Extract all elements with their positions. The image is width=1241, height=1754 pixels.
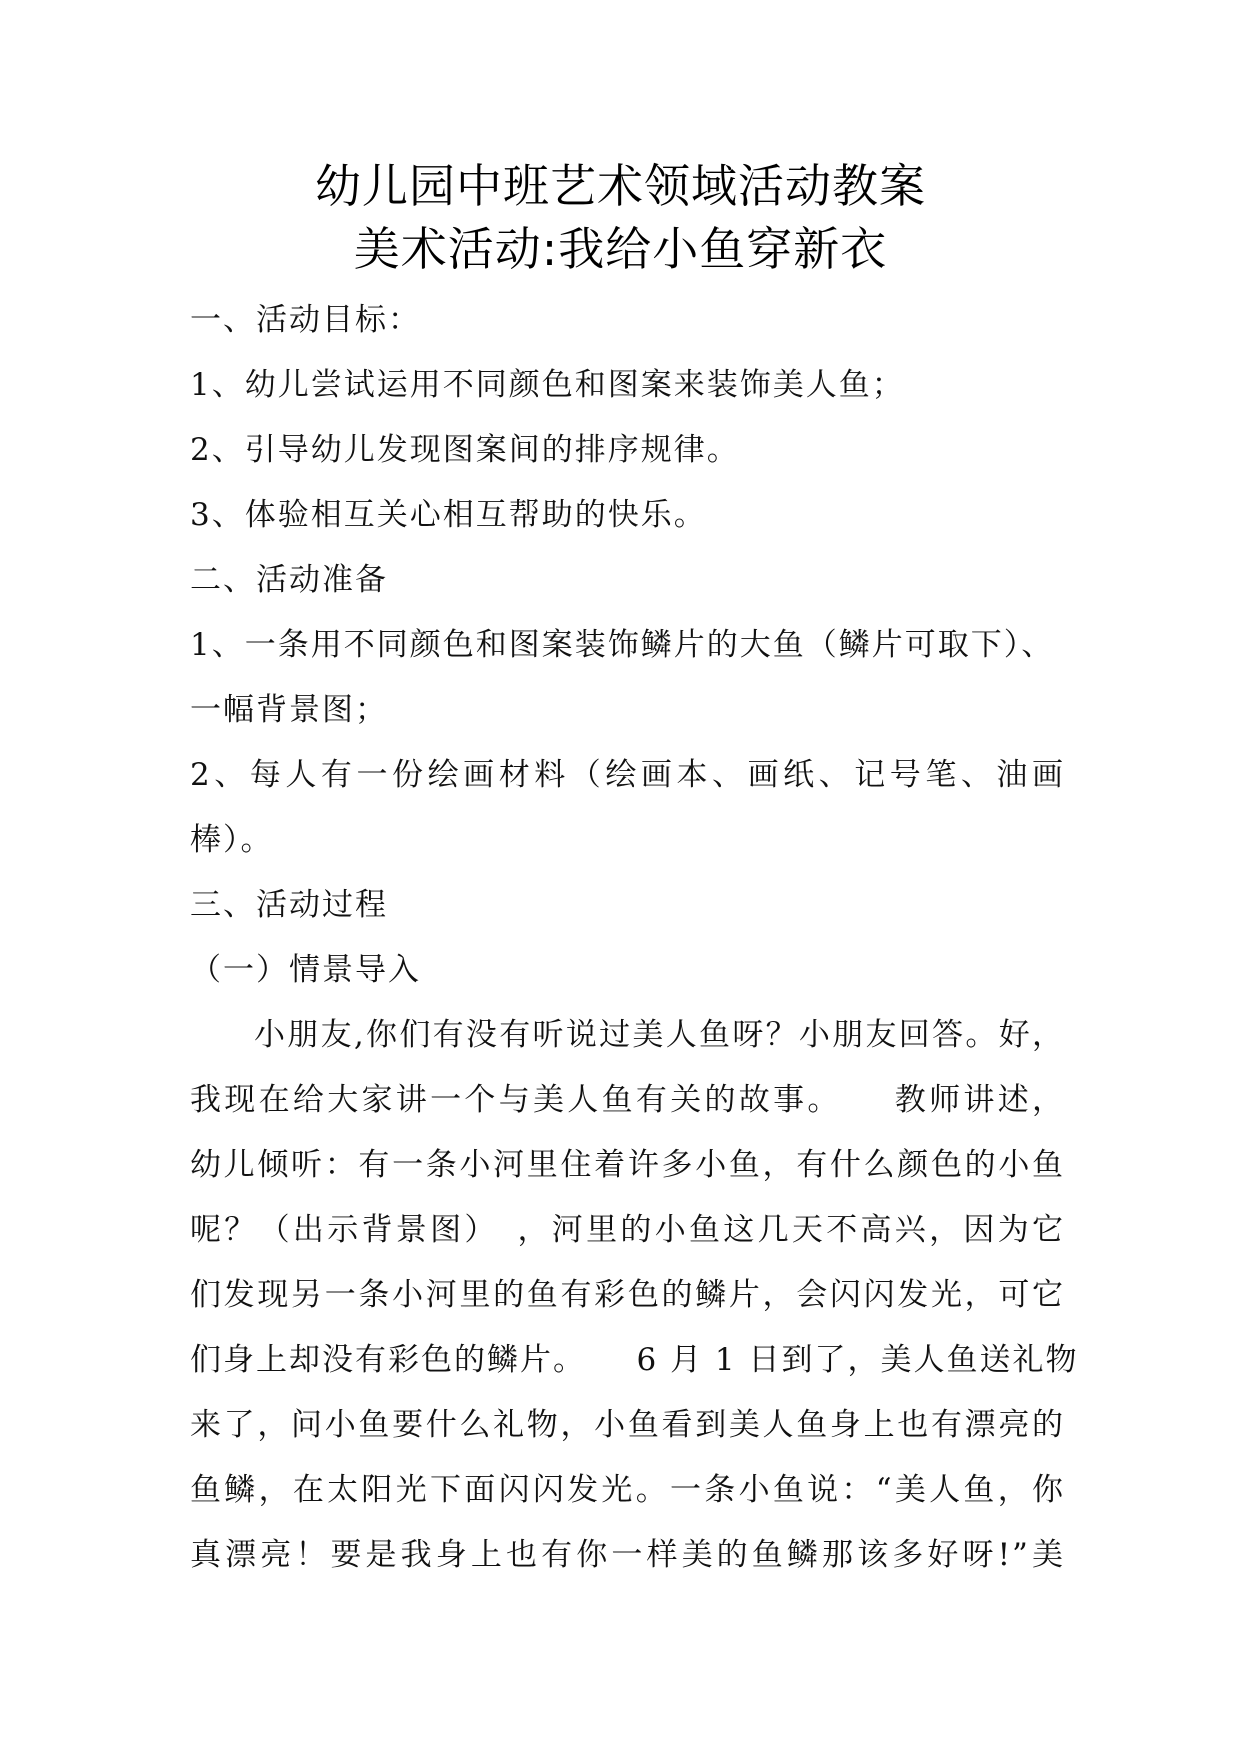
goal-item-3: 3、体验相互关心相互帮助的快乐。 — [190, 497, 707, 533]
subsection-heading-intro: （一）情景导入 — [190, 952, 421, 988]
document-body — [190, 288, 1079, 1588]
paragraph-line: 小朋友,你们有没有听说过美人鱼呀？小朋友回答。好， — [254, 1017, 1065, 1053]
paragraph-line: 幼儿倾听：有一条小河里住着许多小鱼，有什么颜色的小鱼 — [190, 1147, 1065, 1183]
document-subtitle: 美术活动:我给小鱼穿新衣 — [353, 222, 888, 276]
paragraph-line: 我现在给大家讲一个与美人鱼有关的故事。 教师讲述， — [190, 1082, 1065, 1118]
preparation-item-1-line-2: 一幅背景图； — [190, 692, 388, 728]
paragraph-line: 鱼鳞，在太阳光下面闪闪发光。一条小鱼说：“美人鱼，你 — [190, 1472, 1065, 1508]
paragraph-line: 真漂亮！要是我身上也有你一样美的鱼鳞那该多好呀!”美 — [190, 1537, 1065, 1573]
section-heading-process: 三、活动过程 — [190, 887, 388, 923]
goal-item-1: 1、幼儿尝试运用不同颜色和图案来装饰美人鱼； — [190, 367, 905, 403]
section-heading-preparation: 二、活动准备 — [190, 562, 388, 598]
preparation-item-2-line-1: 2、每人有一份绘画材料（绘画本、画纸、记号笔、油画 — [190, 757, 1065, 793]
document-title: 幼儿园中班艺术领域活动教案 — [315, 159, 926, 213]
section-heading-goals: 一、活动目标： — [190, 302, 421, 338]
paragraph-line: 们发现另一条小河里的鱼有彩色的鳞片，会闪闪发光，可它 — [190, 1277, 1065, 1313]
paragraph-line: 呢？（出示背景图） ，河里的小鱼这几天不高兴，因为它 — [190, 1212, 1065, 1248]
paragraph-line: 来了，问小鱼要什么礼物，小鱼看到美人鱼身上也有漂亮的 — [190, 1407, 1065, 1443]
preparation-item-1-line-1: 1、一条用不同颜色和图案装饰鳞片的大鱼（鳞片可取下）、 — [190, 627, 1055, 663]
preparation-item-2-line-2: 棒）。 — [190, 822, 274, 858]
goal-item-2: 2、引导幼儿发现图案间的排序规律。 — [190, 432, 740, 468]
paragraph-line: 们身上却没有彩色的鳞片。 6 月 1 日到了，美人鱼送礼物 — [190, 1342, 1079, 1378]
